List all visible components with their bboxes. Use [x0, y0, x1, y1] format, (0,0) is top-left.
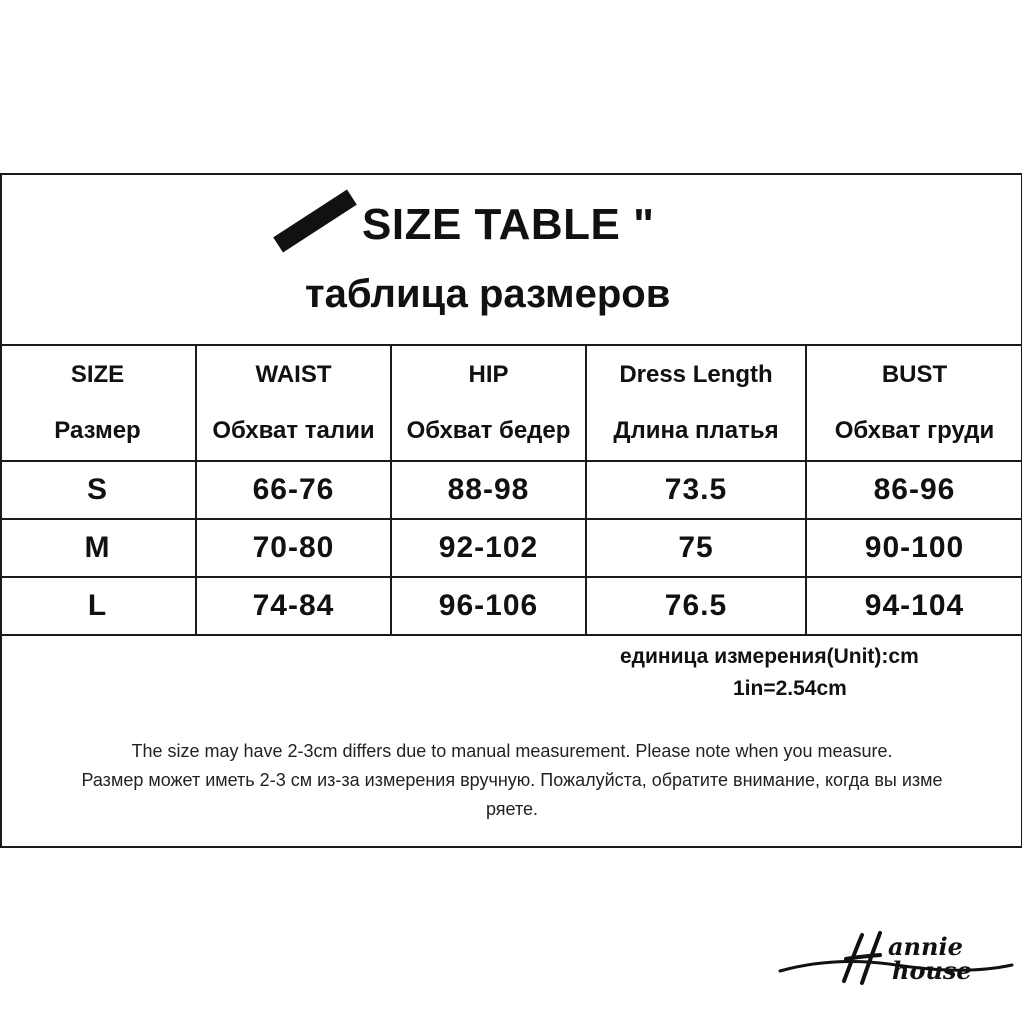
cell-size: L: [0, 577, 196, 635]
cell-waist: 66-76: [196, 461, 391, 519]
header-waist: WAIST Обхват талии: [196, 345, 391, 461]
table-row: [0, 519, 1022, 577]
title-russian: таблица размеров: [305, 272, 671, 316]
header-size: SIZE Размер: [0, 345, 196, 461]
cell-dress-length: 73.5: [586, 461, 806, 519]
cell-bust: 90-100: [806, 519, 1022, 577]
unit-label: единица измерения(Unit):cm: [620, 645, 919, 668]
cell-waist: 70-80: [196, 519, 391, 577]
cell-dress-length: 75: [586, 519, 806, 577]
size-table: [0, 344, 1022, 636]
cell-dress-length: 76.5: [586, 577, 806, 635]
header-hip: HIP Обхват бедер: [391, 345, 586, 461]
table-row: [0, 577, 1022, 635]
cell-bust: 94-104: [806, 577, 1022, 635]
table-row: [0, 461, 1022, 519]
cell-size: S: [0, 461, 196, 519]
brand-logo: [776, 925, 1016, 995]
note-russian: Размер может иметь 2-3 см из-за измерения вручную. Пожалуйста, обратите внимание, когда вы изме: [81, 770, 943, 790]
cell-bust: 86-96: [806, 461, 1022, 519]
cell-size: M: [0, 519, 196, 577]
header-dress-length: Dress Length Длина платья: [586, 345, 806, 461]
cell-hip: 88-98: [391, 461, 586, 519]
svg-text:house: house: [892, 956, 972, 985]
svg-text:annie: annie: [888, 932, 963, 961]
inch-conversion: 1in=2.54cm: [733, 677, 847, 700]
note-russian-continued: ряете.: [485, 799, 539, 819]
title-english: SIZE TABLE ": [362, 200, 655, 249]
cell-hip: 92-102: [391, 519, 586, 577]
cell-waist: 74-84: [196, 577, 391, 635]
note-english: The size may have 2-3cm differs due to manual measurement. Please note when you measure.: [131, 741, 893, 761]
header-bust: BUST Обхват груди: [806, 345, 1022, 461]
cell-hip: 96-106: [391, 577, 586, 635]
table-header-row: [0, 345, 1022, 461]
